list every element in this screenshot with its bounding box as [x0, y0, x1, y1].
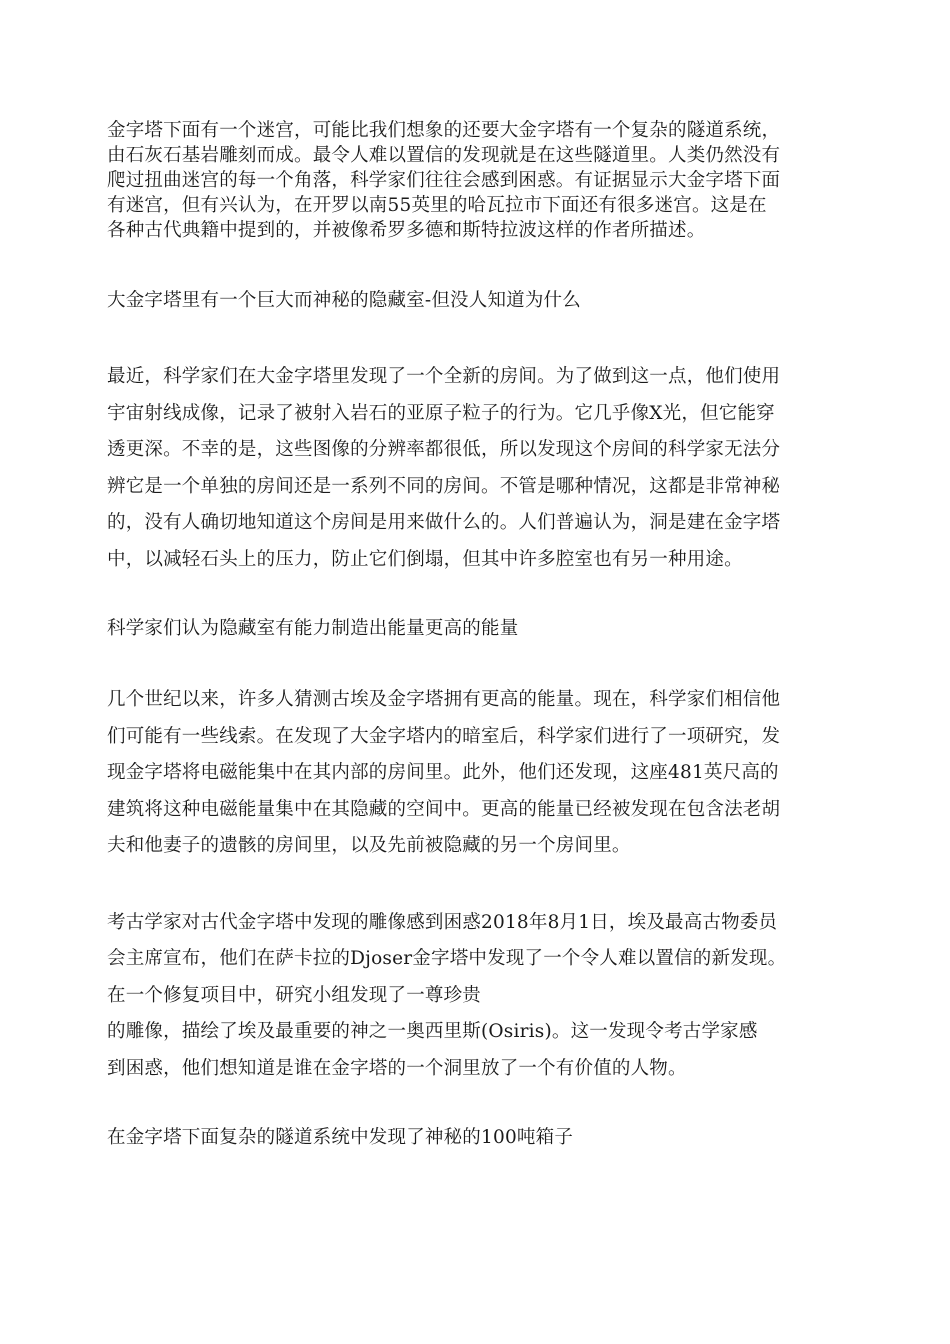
paragraph-electromagnetic-energy: 几个世纪以来，许多人猜测古埃及金字塔拥有更高的能量。现在，科学家们相信他 们可能有一些线索。在发现了大金字塔内的暗室后，科学家们进行了一项研究，发 现金字塔将电磁能集中在其内部的房间里。此外，他们还发现，这座481英尺高的 建筑将这种电磁能量集中在其隐藏的空间中。更高的能量已经被发现在包含法老胡 夫和他妻子的遗骸的房间里，以及先前被隐藏的另一个房间里。: [107, 689, 781, 856]
paragraph-statue-discovery: 考古学家对古代金字塔中发现的雕像感到困惑2018年8月1日，埃及最高古物委员 会主席宣布，他们在萨卡拉的Djoser金字塔中发现了一个令人难以置信的新发现。 在一个修复项目中，研究小组发现了一尊珍贵 的雕像，描绘了埃及最重要的神之一奥西里斯(Osiris)。这一发现令考古学家感 到困惑，他们想知道是谁在金字塔的一个洞里放了一个有价值的人物。: [107, 911, 787, 1079]
section-heading-hidden-chamber: 大金字塔里有一个巨大而神秘的隐藏室-但没人知道为什么: [107, 290, 581, 311]
paragraph-new-room: 最近，科学家们在大金字塔里发现了一个全新的房间。为了做到这一点，他们使用 宇宙射线成像，记录了被射入岩石的亚原子粒子的行为。它几乎像X光，但它能穿 透更深。不幸的是，这些图像的分辨率都很低，所以发现这个房间的科学家无法分 辨它是一个单独的房间还是一系列不同的房间。不管是哪种情况，这都是非常神秘 的，没有人确切地知道这个房间是用来做什么的。人们普遍认为，洞是建在金字塔 中，以减轻石头上的压力，防止它们倒塌，但其中许多腔室也有另一种用途。: [107, 366, 781, 570]
section-heading-mysterious-box: 在金字塔下面复杂的隧道系统中发现了神秘的100吨箱子: [107, 1127, 574, 1148]
document-page: [107, 118, 847, 1151]
paragraph-labyrinth: 金字塔下面有一个迷宫，可能比我们想象的还要大金字塔有一个复杂的隧道系统， 由石灰石基岩雕刻而成。最令人难以置信的发现就是在这些隧道里。人类仍然没有 爬过扭曲迷宫的每一个角落，科学家们往往会感到困惑。有证据显示大金字塔下面 有迷宫，但有兴认为，在开罗以南55英里的哈瓦拉市下面还有很多迷宫。这是在 各种古代典籍中提到的，并被像希罗多德和斯特拉波这样的作者所描述。: [107, 120, 781, 241]
section-heading-energy: 科学家们认为隐藏室有能力制造出能量更高的能量: [107, 618, 519, 639]
